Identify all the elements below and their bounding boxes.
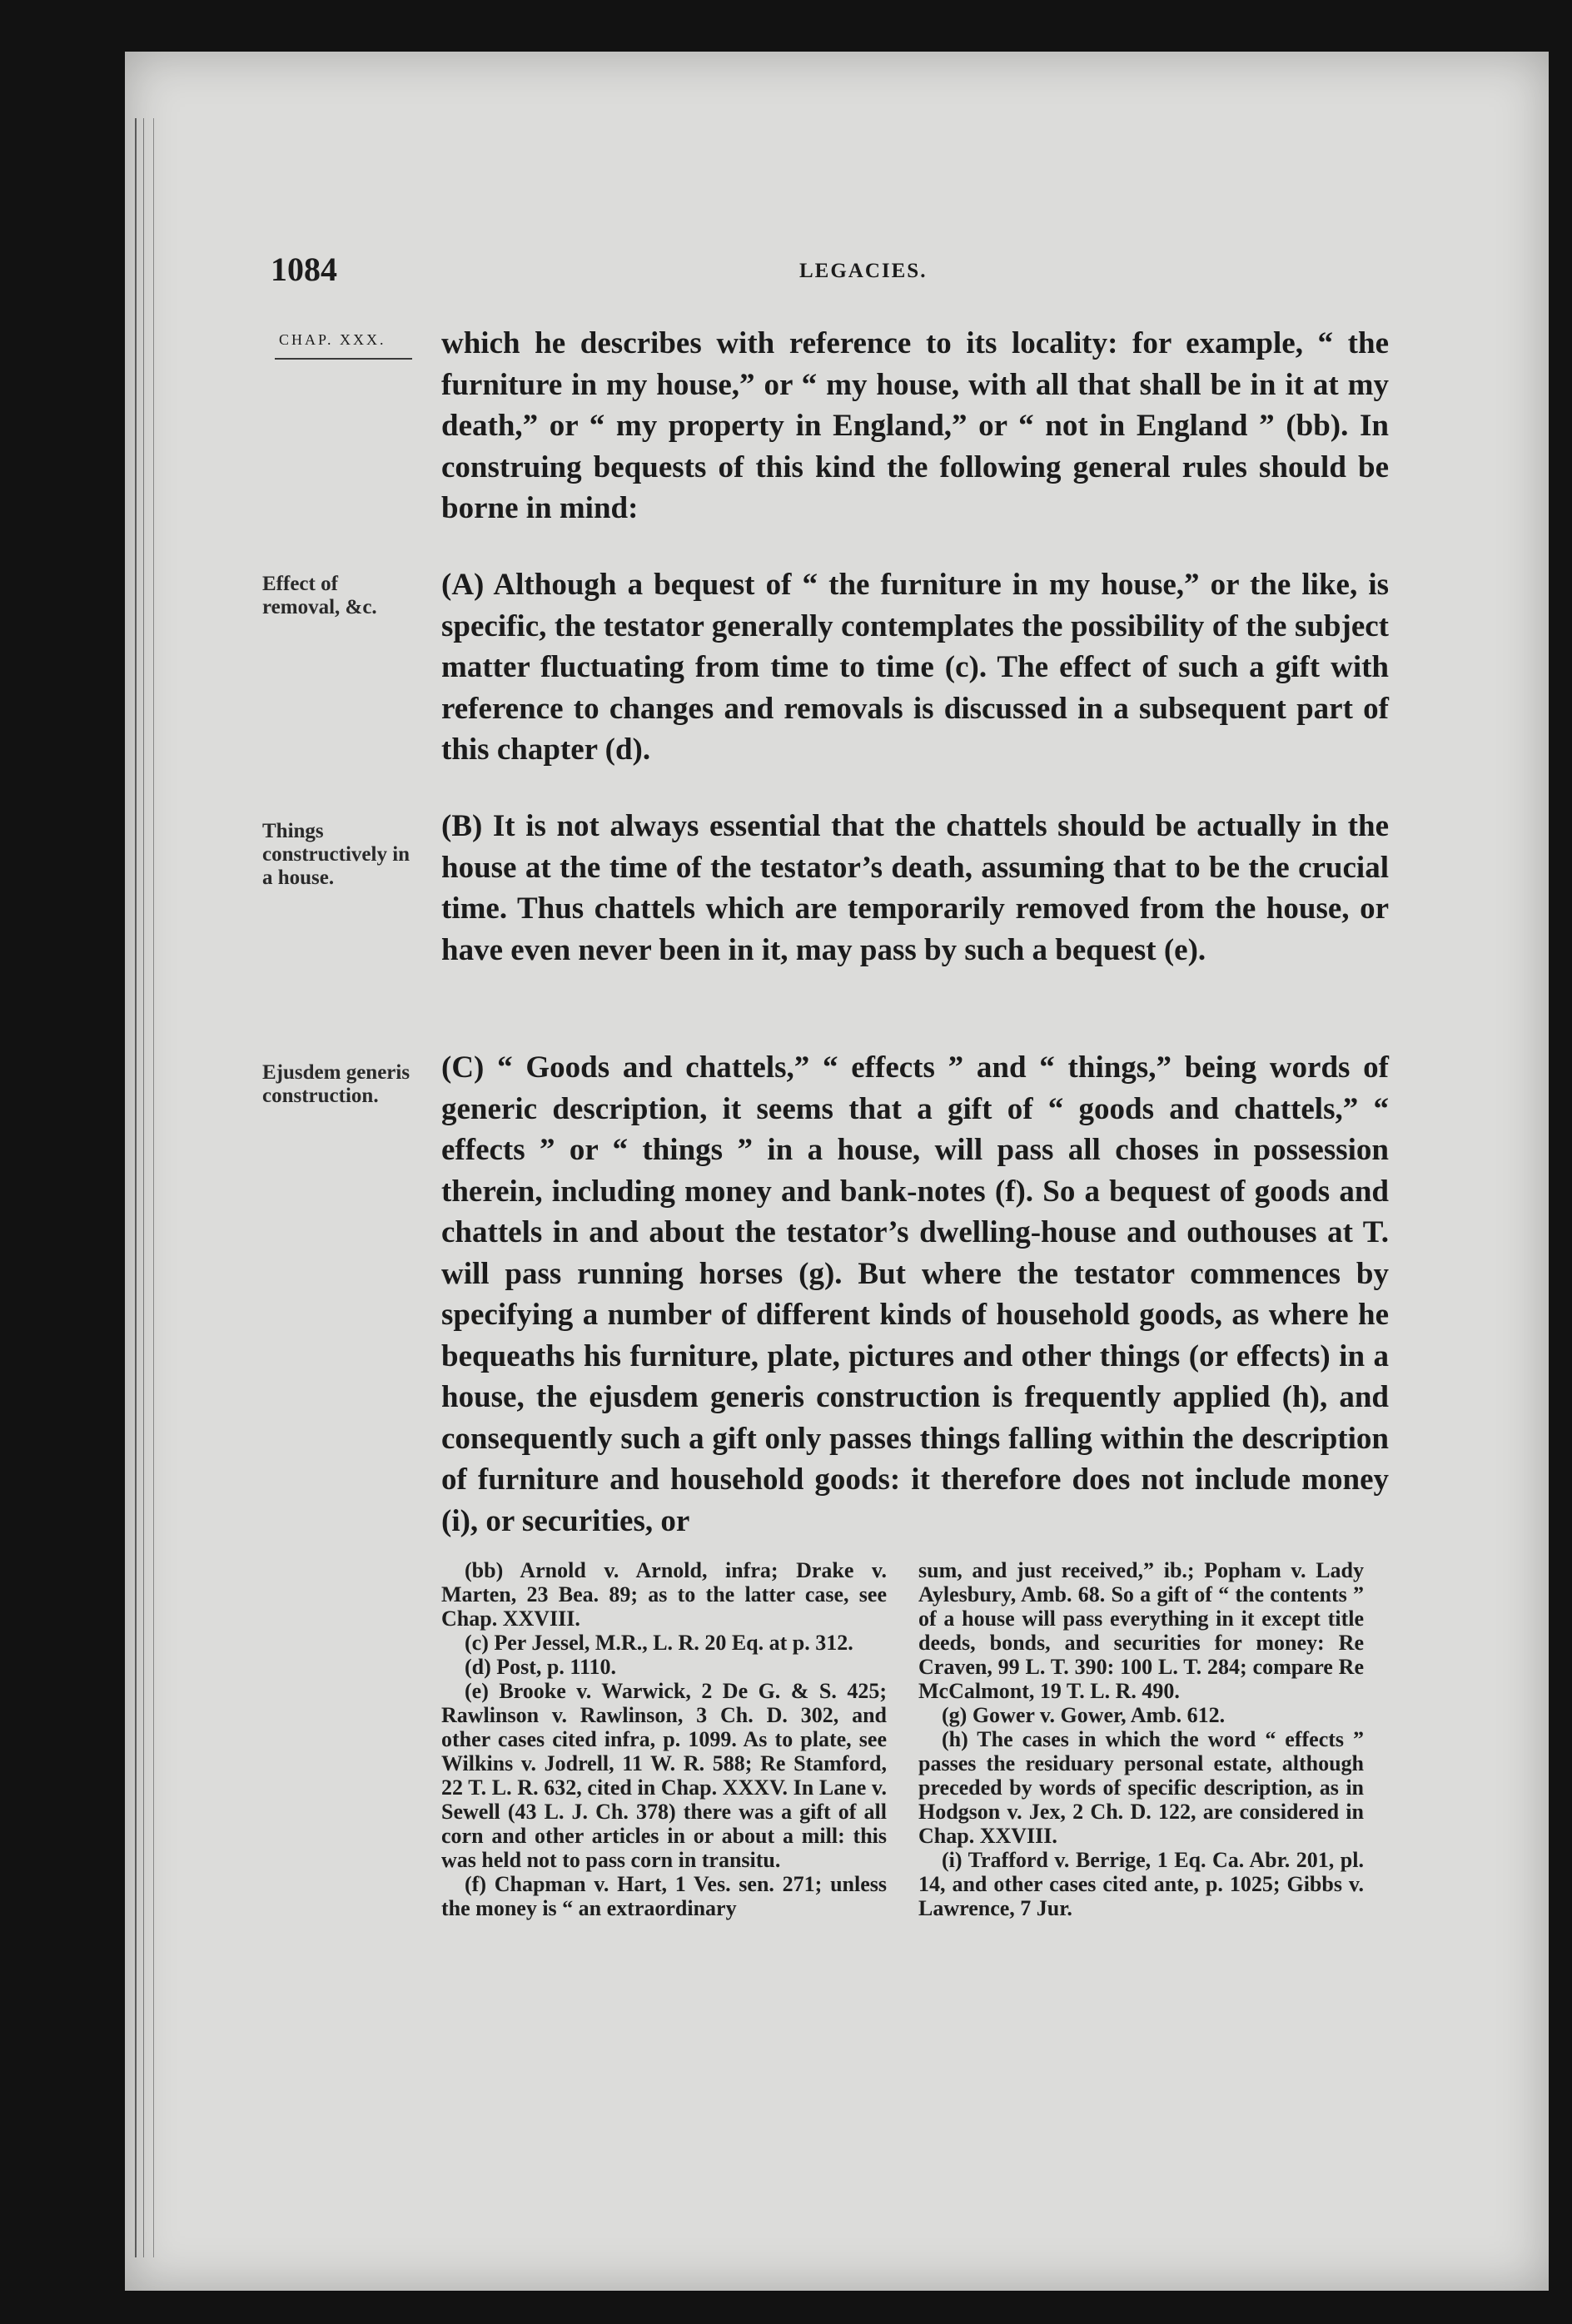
chapter-rule [275,358,412,360]
paragraph-c [441,1047,1389,1542]
paragraph-text: which he describes with reference to its locality: for example, “ the furniture in my house,” or “ my house, with all that shall be in it at my death,” or “ my property in England,” or “ not in England ” (bb). In construing bequests of this kind the following general rules should be borne in mind: [441,326,1389,525]
paragraph-text: (C) “ Goods and chattels,” “ effects ” and “ things,” being words of generic description, it seems that a gift of “ goods and chattels,” “ effects ” or “ things ” in a house, will pass all choses in possession therein, including money and bank-notes (f). So a bequest of goods and chattels in and about the testator’s dwelling-house and outhouses at T. will pass running horses (g). But where the testator commences by specifying a number of different kinds of household goods, as where he bequeaths his furniture, plate, pictures and other things (or effects) in a house, the ejusdem generis construction is frequently applied (h), and consequently such a gift only passes things falling within the description of furniture and household goods: it therefore does not include money (i), or securities, or [441,1050,1389,1538]
paragraph-text: (B) It is not always essential that the chattels should be actually in the house at the time of the testator’s death, assuming that to be the crucial time. Thus chattels which are temporarily removed from the house, or have even never been in it, may pass by such a bequest (e). [441,809,1389,967]
footnote: (c) Per Jessel, M.R., L. R. 20 Eq. at p. 312. [465,1631,853,1655]
running-title: LEGACIES. [799,260,928,282]
page-number: 1084 [271,251,337,288]
footnote: (i) Trafford v. Berrige, 1 Eq. Ca. Abr. 201, pl. 14, and other cases cited ante, p. 1025; Gibbs v. Lawrence, 7 Jur. [918,1848,1364,1920]
paragraph-b [441,806,1389,971]
sidenote-effect-of-removal: Effect of removal, &c. [262,573,377,618]
sidenote-things-constructively: Things constructively in a house. [262,820,410,889]
footnote: sum, and just received,” ib.; Popham v. Lady Aylesbury, Amb. 68. So a gift of “ the contents ” of a house will pass everything in it except title deeds, bonds, and securities for money: Re Craven, 99 L. T. 390: 100 L. T. 284; compare Re McCalmont, 19 T. L. R. 490. [918,1558,1364,1703]
footnote: (h) The cases in which the word “ effects ” passes the residuary personal estate, although preceded by words of specific description, as in Hodgson v. Jex, 2 Ch. D. 122, are considered in Chap. XXVIII. [918,1727,1364,1848]
footnote: (e) Brooke v. Warwick, 2 De G. & S. 425; Rawlinson v. Rawlinson, 3 Ch. D. 302, and other cases cited infra, p. 1099. As to plate, see Wilkins v. Jodrell, 11 W. R. 588; Re Stamford, 22 T. L. R. 632, cited in Chap. XXXV. In Lane v. Sewell (43 L. J. Ch. 378) there was a gift of all corn and other articles in or about a mill: this was held not to pass corn in transitu. [441,1679,887,1872]
page-edge-line [153,118,154,2257]
paragraph-intro [441,323,1389,529]
sidenote-ejusdem-generis: Ejusdem generis construction. [262,1061,410,1107]
footnotes-right-column [918,1558,1364,1920]
footnote: (bb) Arnold v. Arnold, infra; Drake v. Marten, 23 Bea. 89; as to the latter case, see Chap. XXVIII. [441,1558,887,1631]
chapter-label: CHAP. XXX. [279,331,386,348]
footnote: (f) Chapman v. Hart, 1 Ves. sen. 271; unless the money is “ an extraordinary [441,1872,887,1920]
page-edge-line [135,118,137,2257]
footnote: (d) Post, p. 1110. [465,1655,617,1679]
footnote: (g) Gower v. Gower, Amb. 612. [942,1703,1226,1727]
paragraph-a [441,564,1389,771]
paragraph-text: (A) Although a bequest of “ the furniture in my house,” or the like, is specific, the testator generally contemplates the possibility of the subject matter fluctuating from time to time (c). The effect of such a gift with reference to changes and removals is discussed in a subsequent part of this chapter (d). [441,568,1389,767]
page-edge-line [143,118,144,2257]
footnotes-left-column [441,1558,887,1920]
